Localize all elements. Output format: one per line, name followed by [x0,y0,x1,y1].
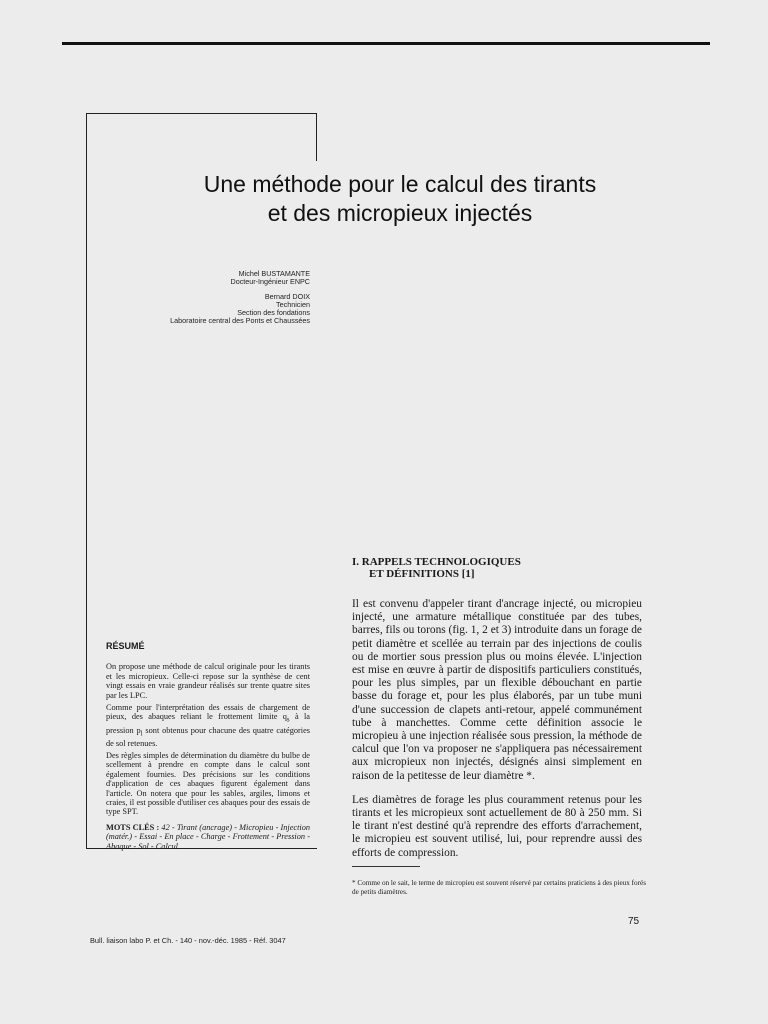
author-block [110,270,310,325]
abstract-paragraph-3: Des règles simples de détermination du diamètre du bulbe de scellement à prendre en compte dans le calcul sont également fournies. Des précisions sur les conditions d'application de ces abaques figurent également dans l'article. On notera que pour les sables, argiles, limons et craies, il est possible d'utiliser ces abaques pour des essais de type SPT. [106,750,310,817]
keywords [106,823,310,851]
journal-citation: Bull. liaison labo P. et Ch. - 140 - nov.-déc. 1985 - Réf. 3047 [90,936,286,945]
body-paragraph-2: Les diamètres de forage les plus couramment retenus pour les tirants et les micropieux sont actuellement de 80 à 250 mm. Si le tirant n'est destiné qu'à reprendre des efforts d'arrachement, le micropieu est souvent utilisé, lui, pour reprendre aussi des efforts de compression. [352,793,642,859]
article-title [120,170,680,228]
abstract-paragraph-1: On propose une méthode de calcul originale pour les tirants et les micropieux. Celle-ci repose sur la synthèse de cent vingt essais en vraie grandeur réalisés sur trente quatre sites par les LPC. [106,662,310,700]
title-line-2: et des micropieux injectés [267,200,533,226]
top-rule [62,42,710,45]
body-paragraph-1: Il est convenu d'appeler tirant d'ancrage injecté, ou micropieu injecté, une armature métallique constituée par des tubes, barres, fils ou torons (fig. 1, 2 et 3) introduite dans un forage de petit diamètre et scellée au terrain par des injections de coulis ou de mortier sous pression plus ou moins élevée. L'injection est mise en œuvre à partir de dispositifs particuliers constitués, pour les plus simples, par un flexible débouchant en partie basse du forage et, pour les plus élaborés, par un tube muni d'une succession de clapets anti-retour, appelé communément tube à manchettes. Comme cette définition associe le micropieu à une injection réalisée sous pression, la méthode de calcul que l'on va proposer ne s'appliquera pas nécessairement aux micropieux non injectés, désignés ainsi simplement en raison de la petitesse de leur diamètre *. [352,598,642,782]
footnote: * Comme on le sait, le terme de micropieu est souvent réservé par certains praticiens à des pieux forés de petits diamètres. [352,879,646,896]
affiliation-section: Section des fondations [237,308,310,317]
section-heading-line-2: ET DÉFINITIONS [1] [369,568,475,580]
title-line-1: Une méthode pour le calcul des tirants [203,171,597,197]
author-2-name: Bernard DOIX [264,292,310,301]
affiliation-lab: Laboratoire central des Ponts et Chaussées [170,316,310,325]
author-2-title: Technicien [276,300,310,309]
keywords-values: 42 - Tirant (ancrage) - Micropieu - Injection (matér.) - Essai - En place - Charge - Frottement - Pression - Abaque - Sol - Calcul. [106,822,310,851]
frame-right-border [316,113,317,161]
keywords-label: MOTS CLÉS : [106,822,160,832]
author-1-title: Docteur-Ingénieur ENPC [230,277,310,286]
section-heading-line-1: I. RAPPELS TECHNOLOGIQUES [352,556,521,568]
section-heading [352,556,652,580]
abstract-block [106,642,310,854]
page-number: 75 [628,916,640,927]
frame-top-border [86,113,317,114]
footnote-rule [352,866,420,867]
frame-left-border [86,113,87,848]
author-1-name: Michel BUSTAMANTE [238,269,310,278]
abstract-heading: RÉSUMÉ [106,641,145,651]
abstract-paragraph-2: Comme pour l'interprétation des essais de chargement de pieux, des abaques reliant le frottement limite $q_s$ à la pression $p_l$ sont obtenus pour chacune des quatre catégories de sol retenues. [106,703,310,748]
body-text [352,598,642,871]
